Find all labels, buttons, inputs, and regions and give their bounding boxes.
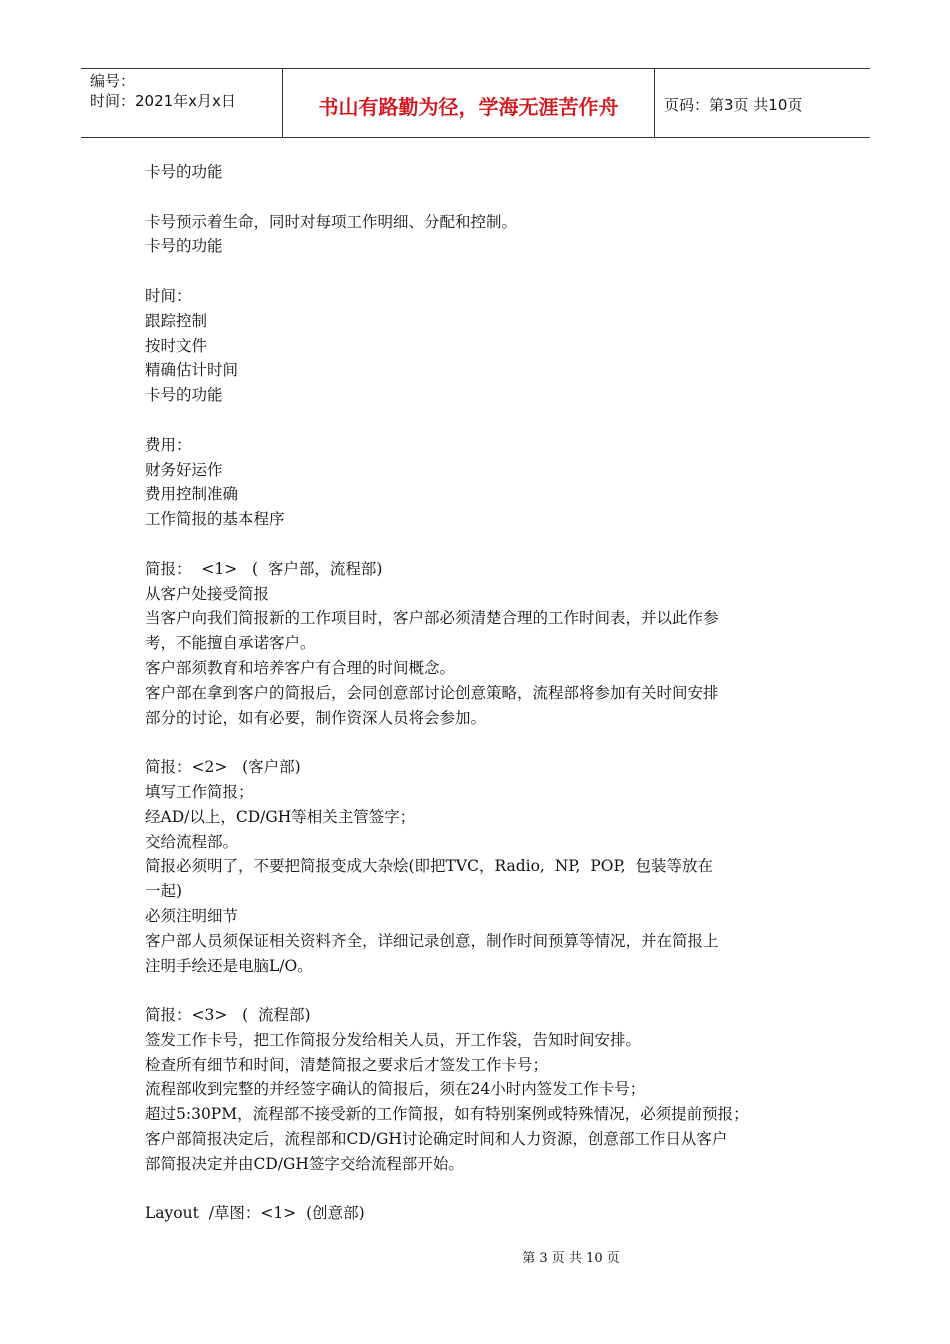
header-meta [81,69,282,137]
text-line: 检查所有细节和时间，清楚简报之要求后才签发工作卡号； [145,1055,549,1074]
text-line: 卡号的功能 [145,237,223,256]
text-line: 客户部在拿到客户的简报后，会同创意部讨论创意策略，流程部将参加有关时间安排 [145,683,719,702]
text-line: 卡号的功能 [145,386,223,405]
text-line: 跟踪控制 [145,311,208,330]
text-line: 卡号预示着生命，同时对每项工作明细、分配和控制。 [145,212,518,231]
text-line: 流程部收到完整的并经签字确认的简报后，须在24小时内签发工作卡号； [145,1080,646,1099]
page-footer: 第 3 页 共 10 页 [522,1251,620,1266]
text-line: 简报：<2> (客户部) [145,758,301,777]
text-line: 客户部须教育和培养客户有合理的时间概念。 [145,658,456,677]
blank-line [145,259,815,284]
text-line: 从客户处接受简报 [145,584,270,603]
text-line: 费用控制准确 [145,485,239,504]
blank-line [145,185,815,210]
text-line: 工作简报的基本程序 [145,510,285,529]
text-line: 考，不能擅自承诺客户。 [145,634,316,653]
text-line: 注明手绘还是电脑L/O。 [145,956,313,975]
text-line: 一起) [145,882,183,901]
text-line: 部简报决定并由CD/GH签字交给流程部开始。 [145,1154,464,1173]
blank-line [145,532,815,557]
text-line: 签发工作卡号，把工作简报分发给相关人员，开工作袋，告知时间安排。 [145,1030,642,1049]
text-line: 费用： [145,435,192,454]
document-body [145,160,815,1226]
header-motto: 书山有路勤为径，学海无涯苦作舟 [282,69,655,137]
header-page-info: 页码：第3页 共10页 [664,95,803,114]
document-number-label: 编号： [90,72,136,90]
blank-line [145,1177,815,1202]
blank-line [145,978,815,1003]
blank-line [145,730,815,755]
text-line: 财务好运作 [145,460,223,479]
blank-line [145,408,815,433]
text-line: 当客户向我们简报新的工作项目时，客户部必须清楚合理的工作时间表，并以此作参 [145,609,719,628]
text-line: 交给流程部。 [145,832,239,851]
text-line: 填写工作简报； [145,782,254,801]
text-line: 超过5:30PM，流程部不接受新的工作简报，如有特别案例或特殊情况，必须提前预报； [145,1105,749,1124]
text-line: 卡号的功能 [145,163,223,181]
text-line: Layout /草图：<1> (创意部) [145,1204,365,1223]
text-line: 必须注明细节 [145,906,239,925]
text-line: 简报： <1> ( 客户部，流程部) [145,559,383,578]
text-line: 经AD/以上，CD/GH等相关主管签字； [145,807,416,826]
text-line: 时间： [145,286,192,305]
text-line: 精确估计时间 [145,361,239,380]
text-line: 客户部人员须保证相关资料齐全，详细记录创意，制作时间预算等情况，并在简报上 [145,931,719,950]
text-line: 按时文件 [145,336,208,355]
text-line: 简报必须明了，不要把简报变成大杂烩(即把TVC，Radio, NP, POP, 包装等放在 [145,857,714,876]
text-line: 部分的讨论，如有必要，制作资深人员将会参加。 [145,708,487,727]
page-header [81,68,870,138]
text-line: 客户部简报决定后，流程部和CD/GH讨论确定时间和人力资源，创意部工作日从客户 [145,1130,728,1149]
document-date-label: 时间：2021年x月x日 [90,92,236,110]
text-line: 简报：<3> ( 流程部) [145,1006,311,1025]
